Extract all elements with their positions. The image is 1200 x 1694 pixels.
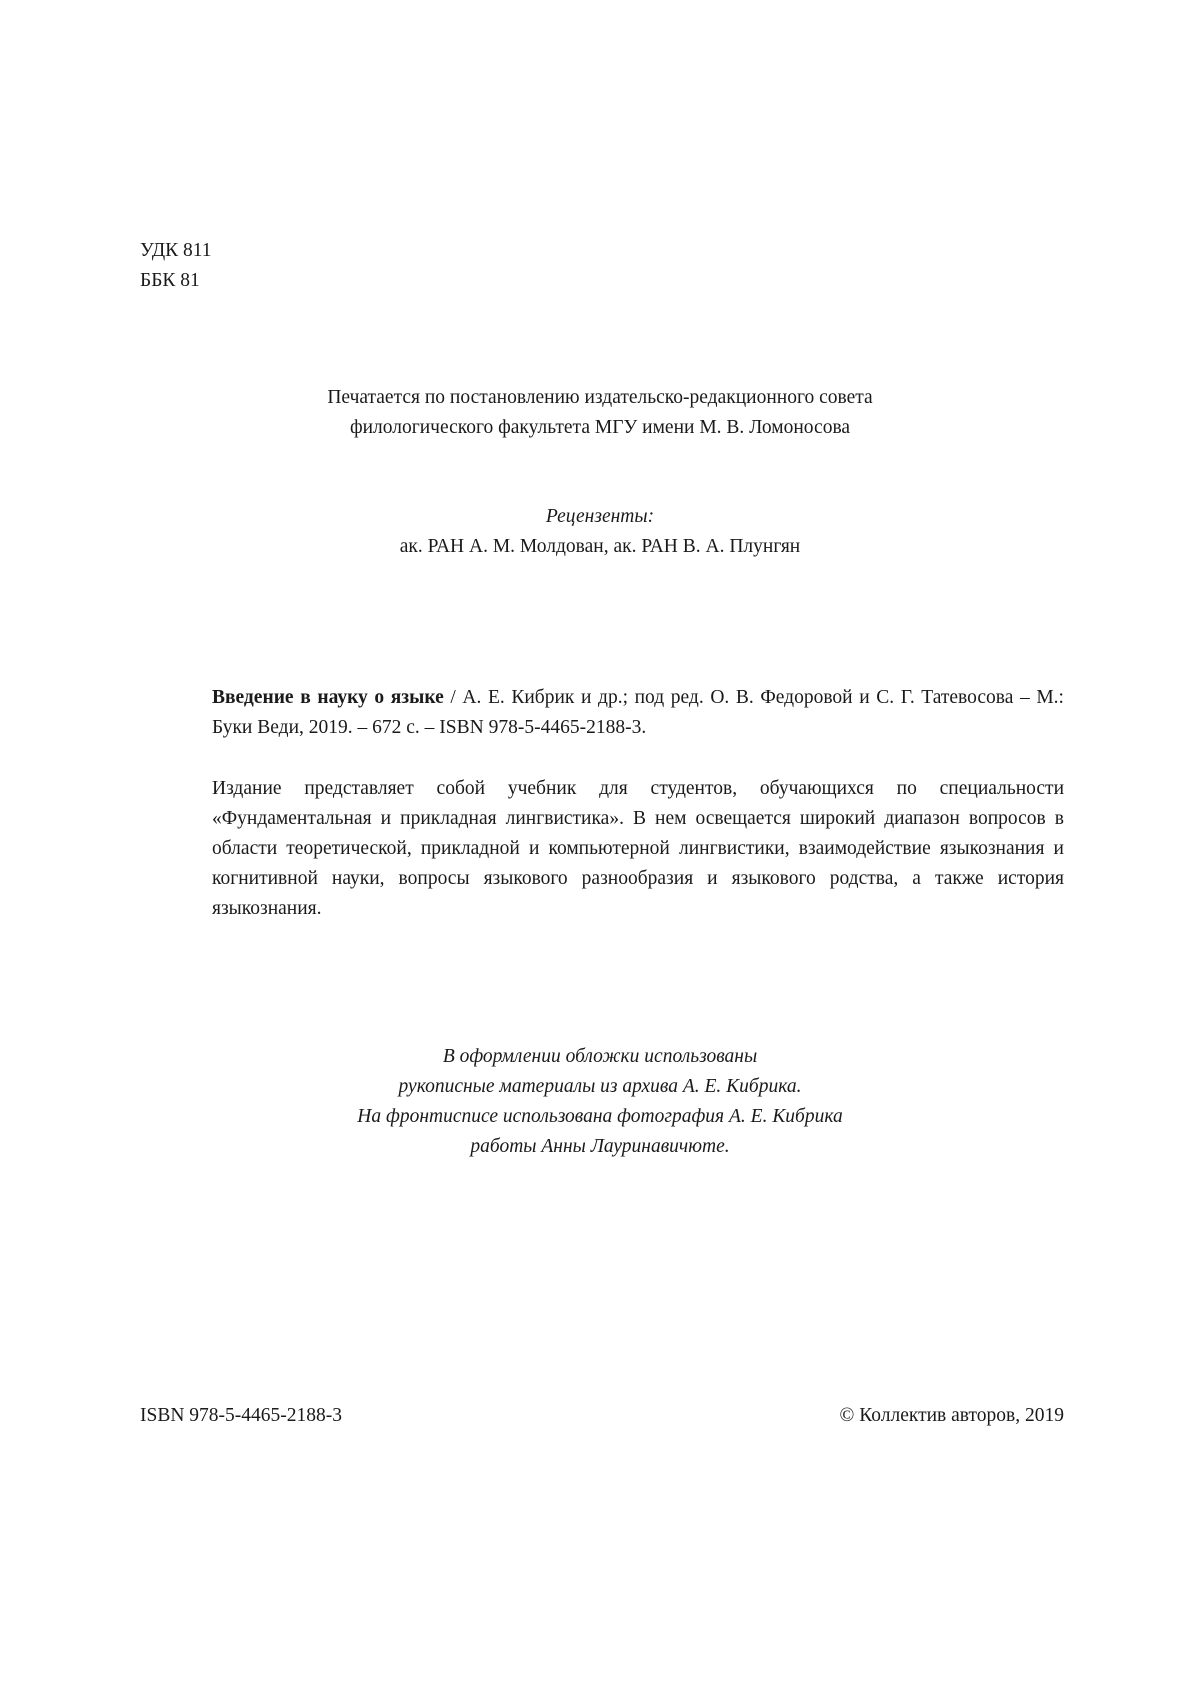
cover-credits-line-1: В оформлении обложки использованы — [442, 1046, 758, 1067]
bbk-code: ББК 81 — [140, 270, 200, 291]
reviewers-block — [140, 502, 1060, 562]
reviewers-names: ак. РАН А. М. Молдован, ак. РАН В. А. Плунгян — [399, 536, 801, 557]
cover-credits — [140, 1042, 1060, 1162]
cover-credits-line-4: работы Анны Лауринавичюте. — [470, 1136, 730, 1157]
bibliographic-record — [212, 683, 1064, 743]
publication-approval-line-1: Печатается по постановлению издательско-редакционного совета — [327, 387, 873, 408]
annotation-paragraph: Издание представляет собой учебник для студентов, обучающихся по специальности «Фундаментальная и прикладная лингвистика». В нем освещается широкий диапазон вопросов в области теоретической, прикладной и компьютерной лингвистики, взаимодействие языкознания и когнитивной науки, вопросы языкового разнообразия и языкового родства, а также история языкознания. — [212, 778, 1064, 919]
classification-codes — [140, 236, 212, 296]
book-title: Введение в науку о языке — [212, 687, 444, 708]
publication-approval — [140, 383, 1060, 443]
reviewers-heading: Рецензенты: — [545, 506, 655, 527]
footer-isbn: ISBN 978-5-4465-2188-3 — [140, 1405, 343, 1426]
cover-credits-line-3: На фронтисписе использована фотография А. Е. Кибрика — [357, 1106, 843, 1127]
bibliographic-details: / А. Е. Кибрик и др.; под ред. О. В. Федоровой и С. Г. Татевосова – М.: Буки Веди, 2019. – 672 с. – ISBN 978-5-4465-2188-3. — [212, 687, 1064, 738]
udk-code: УДК 811 — [140, 240, 212, 261]
footer-copyright: © Коллектив авторов, 2019 — [839, 1405, 1064, 1426]
cover-credits-line-2: рукописные материалы из архива А. Е. Кибрика. — [398, 1076, 802, 1097]
publication-approval-line-2: филологического факультета МГУ имени М. В. Ломоносова — [349, 417, 851, 438]
